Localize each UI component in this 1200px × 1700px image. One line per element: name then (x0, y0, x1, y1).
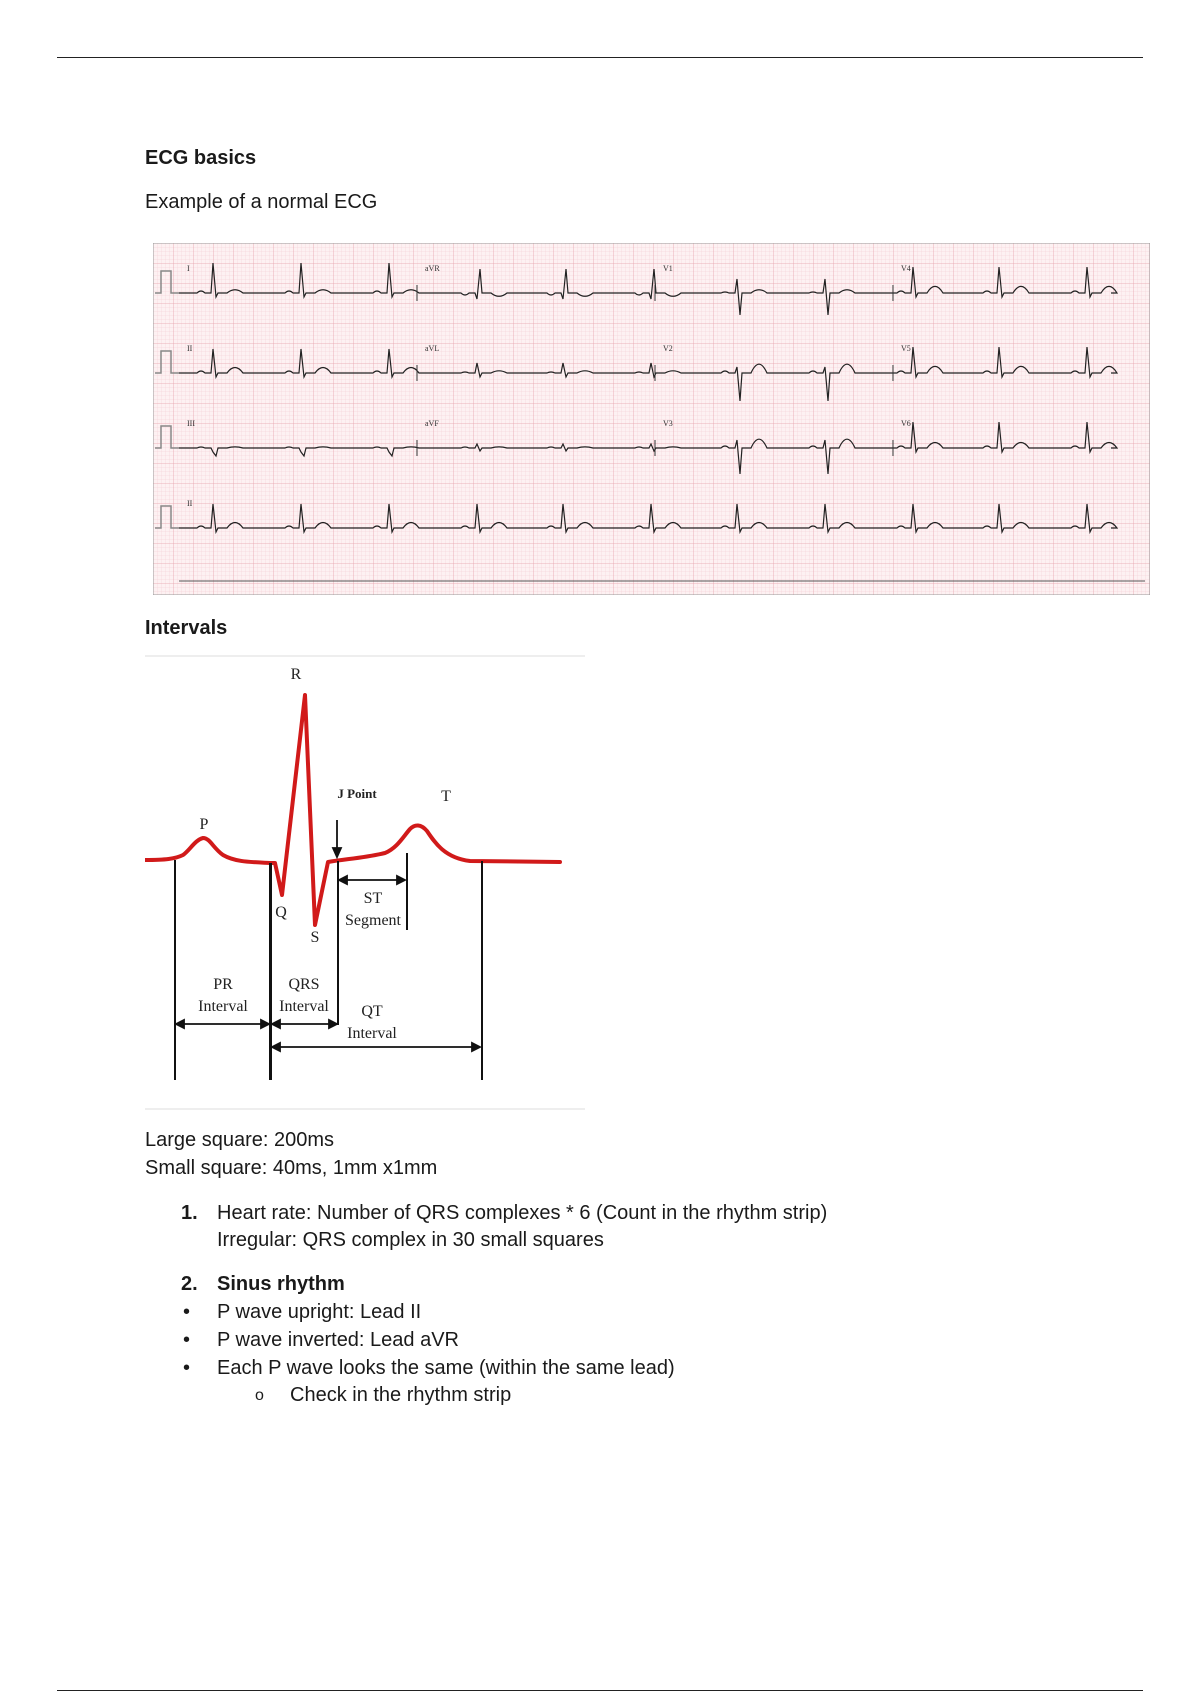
list-item-text: Irregular: QRS complex in 30 small squares (217, 1229, 604, 1251)
bullet-text: Each P wave looks the same (within the same lead) (217, 1357, 675, 1379)
ecg-lead-label: V1 (663, 264, 673, 273)
list-item-sinus-rhythm (145, 1271, 827, 1298)
label-q-wave: Q (275, 904, 287, 921)
bullet-item (145, 1327, 827, 1354)
bullet-icon: • (183, 1357, 191, 1379)
ecg-lead-label: II (187, 499, 193, 508)
ecg-lead-label: V4 (901, 264, 911, 273)
list-item-irregular (145, 1227, 827, 1254)
list-item-heart-rate (145, 1200, 827, 1227)
ecg-lead-label: V2 (663, 344, 673, 353)
ecg-lead-label: I (187, 264, 190, 273)
label-qrs-2: Interval (279, 998, 329, 1015)
list-item-text: Heart rate: Number of QRS complexes * 6 (Count in the rhythm strip) (217, 1202, 828, 1224)
label-st-2: Segment (345, 912, 401, 929)
page-title: ECG basics (145, 147, 257, 169)
label-pr-1: PR (213, 976, 233, 993)
ecg-lead-label: V3 (663, 419, 673, 428)
ecg-example-caption: Example of a normal ECG (145, 191, 378, 213)
label-r-wave: R (290, 666, 302, 683)
footer-rule (57, 1690, 1143, 1691)
label-pr-2: Interval (198, 998, 248, 1015)
ecg-lead-label: aVR (425, 264, 440, 273)
ecg-lead-label: II (187, 344, 193, 353)
ecg-checklist (145, 1200, 827, 1409)
sub-bullet-item (145, 1382, 827, 1409)
ecg-12-lead-strip (153, 243, 1150, 595)
label-s-wave: S (310, 929, 320, 946)
bullet-icon: • (183, 1301, 191, 1323)
bullet-icon: • (183, 1329, 191, 1351)
large-square-note: Large square: 200ms (145, 1129, 335, 1151)
small-square-note: Small square: 40ms, 1mm x1mm (145, 1157, 438, 1179)
list-item-text: Sinus rhythm (217, 1273, 345, 1295)
label-qt-2: Interval (347, 1025, 397, 1042)
ecg-lead-label: III (187, 419, 195, 428)
bullet-item (145, 1299, 827, 1326)
intervals-heading: Intervals (145, 617, 228, 639)
header-rule (57, 57, 1143, 58)
label-p-wave: P (199, 816, 209, 833)
ecg-lead-label: aVL (425, 344, 440, 353)
label-j-point: J Point (337, 786, 377, 801)
ecg-lead-label: aVF (425, 419, 439, 428)
ecg-lead-label: V5 (901, 344, 911, 353)
label-st-1: ST (363, 890, 383, 907)
bullet-text: P wave inverted: Lead aVR (217, 1329, 460, 1351)
list-number: 2. (181, 1273, 198, 1295)
ecg-lead-label: V6 (901, 419, 911, 428)
label-qt-1: QT (361, 1003, 383, 1020)
ecg-intervals-diagram (145, 655, 585, 1110)
bullet-item (145, 1355, 827, 1382)
sub-bullet-text: Check in the rhythm strip (290, 1384, 512, 1406)
bullet-text: P wave upright: Lead II (217, 1301, 422, 1323)
label-qrs-1: QRS (288, 976, 320, 993)
label-t-wave: T (441, 788, 451, 805)
list-number: 1. (181, 1202, 198, 1224)
circle-bullet-icon: o (255, 1387, 264, 1404)
